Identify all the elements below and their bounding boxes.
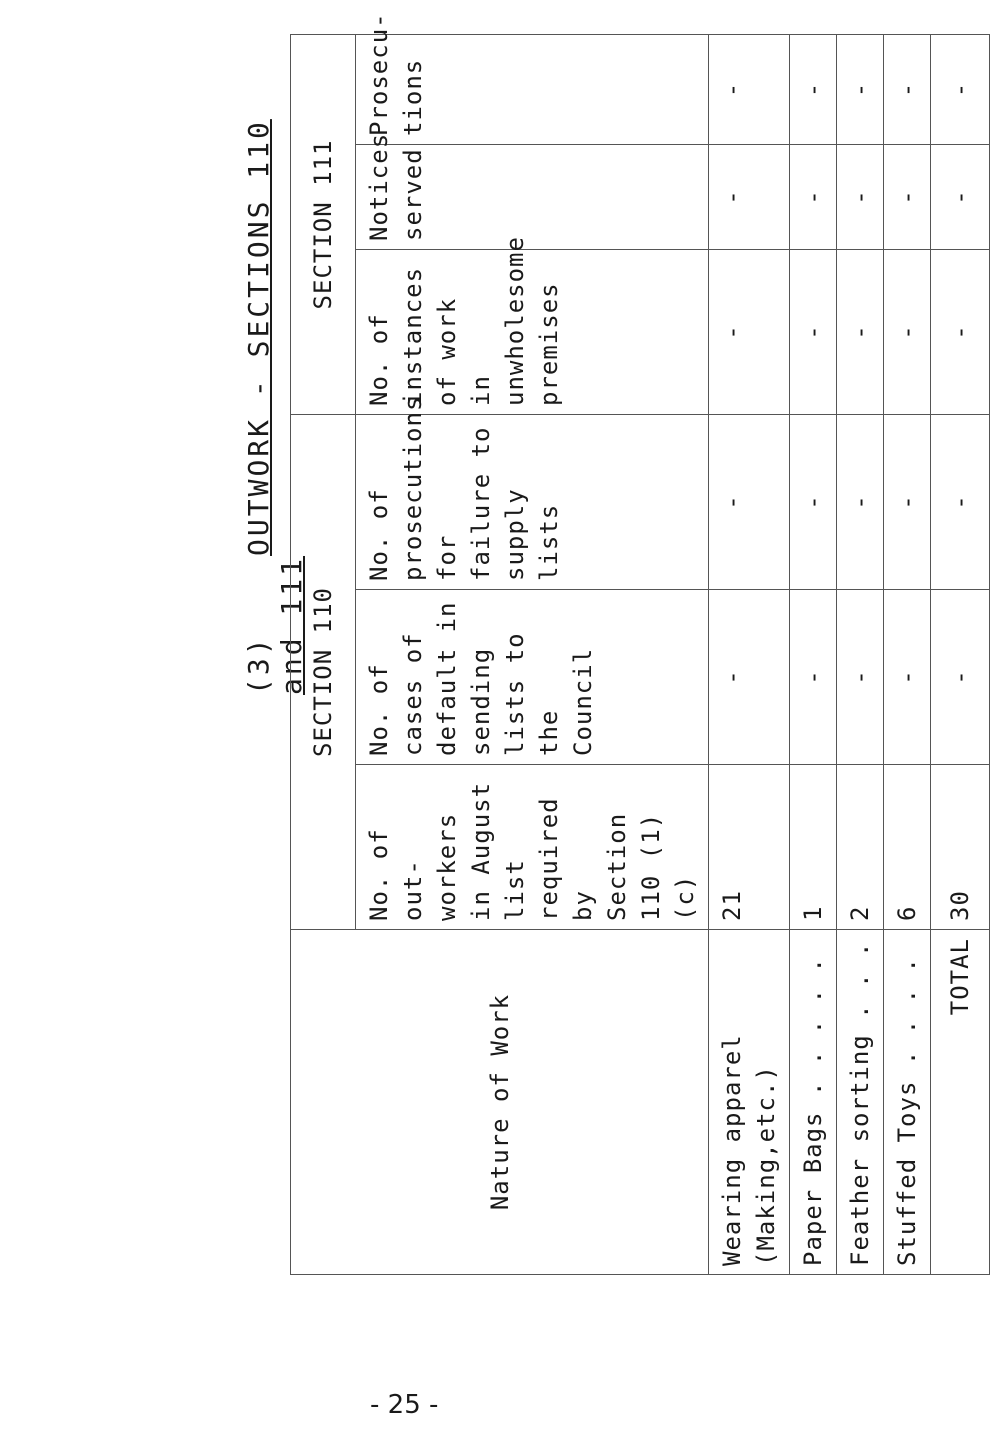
caption-number: (3) <box>242 635 275 695</box>
row-prosecutions-110: - <box>709 414 790 589</box>
table-row <box>884 34 931 1274</box>
section-110-header: SECTION 110 <box>291 414 356 929</box>
notices-header: Notices served <box>356 144 709 249</box>
prosecutions-111-header: Prosecu-tions <box>356 34 709 144</box>
total-notices: - <box>931 144 990 249</box>
total-workers: 30 <box>931 765 990 930</box>
row-notices: - <box>790 144 837 249</box>
total-prosecutions-111: - <box>931 34 990 144</box>
nature-header: Nature of Work <box>291 930 709 1275</box>
row-notices: - <box>884 144 931 249</box>
row-prosecutions-111: - <box>837 34 884 144</box>
default-cases-header: No. of cases of default in sending lists to the Council <box>356 590 709 765</box>
row-workers: 1 <box>790 765 837 930</box>
row-notices: - <box>837 144 884 249</box>
total-default-cases: - <box>931 590 990 765</box>
row-default-cases: - <box>837 590 884 765</box>
total-unwholesome: - <box>931 249 990 414</box>
row-unwholesome: - <box>709 249 790 414</box>
row-prosecutions-111: - <box>884 34 931 144</box>
row-default-cases: - <box>884 590 931 765</box>
prosecutions-110-header: No. of prosecutions for failure to supply lists <box>356 414 709 589</box>
row-nature: Wearing apparel (Making,etc.) <box>709 930 790 1275</box>
row-prosecutions-110: - <box>884 414 931 589</box>
outwork-table <box>290 12 990 1275</box>
table-row <box>790 34 837 1274</box>
table-row <box>709 34 790 1274</box>
row-default-cases: - <box>790 590 837 765</box>
row-prosecutions-111: - <box>709 34 790 144</box>
row-default-cases: - <box>709 590 790 765</box>
row-prosecutions-110: - <box>790 414 837 589</box>
workers-header: No. of out-workers in August list required by Section 110 (1)(c) <box>356 765 709 930</box>
section-111-header: SECTION 111 <box>291 34 356 414</box>
caption-title: OUTWORK - SECTIONS 110 and 111 <box>242 119 308 695</box>
row-nature: Stuffed Toys . . . . <box>884 930 931 1275</box>
row-workers: 6 <box>884 765 931 930</box>
total-row <box>931 34 990 1274</box>
unwholesome-header: No. of instances of work in unwholesome premises <box>356 249 709 414</box>
row-notices: - <box>709 144 790 249</box>
row-unwholesome: - <box>790 249 837 414</box>
row-prosecutions-110: - <box>837 414 884 589</box>
table-row <box>837 34 884 1274</box>
row-unwholesome: - <box>884 249 931 414</box>
rotated-page <box>230 12 974 1275</box>
total-label: TOTAL <box>931 930 990 1275</box>
row-workers: 2 <box>837 765 884 930</box>
total-prosecutions-110: - <box>931 414 990 589</box>
row-prosecutions-111: - <box>790 34 837 144</box>
row-unwholesome: - <box>837 249 884 414</box>
row-nature: Feather sorting . . . <box>837 930 884 1275</box>
page-number: - 25 - <box>370 1390 439 1420</box>
row-workers: 21 <box>709 765 790 930</box>
row-nature: Paper Bags . . . . . <box>790 930 837 1275</box>
